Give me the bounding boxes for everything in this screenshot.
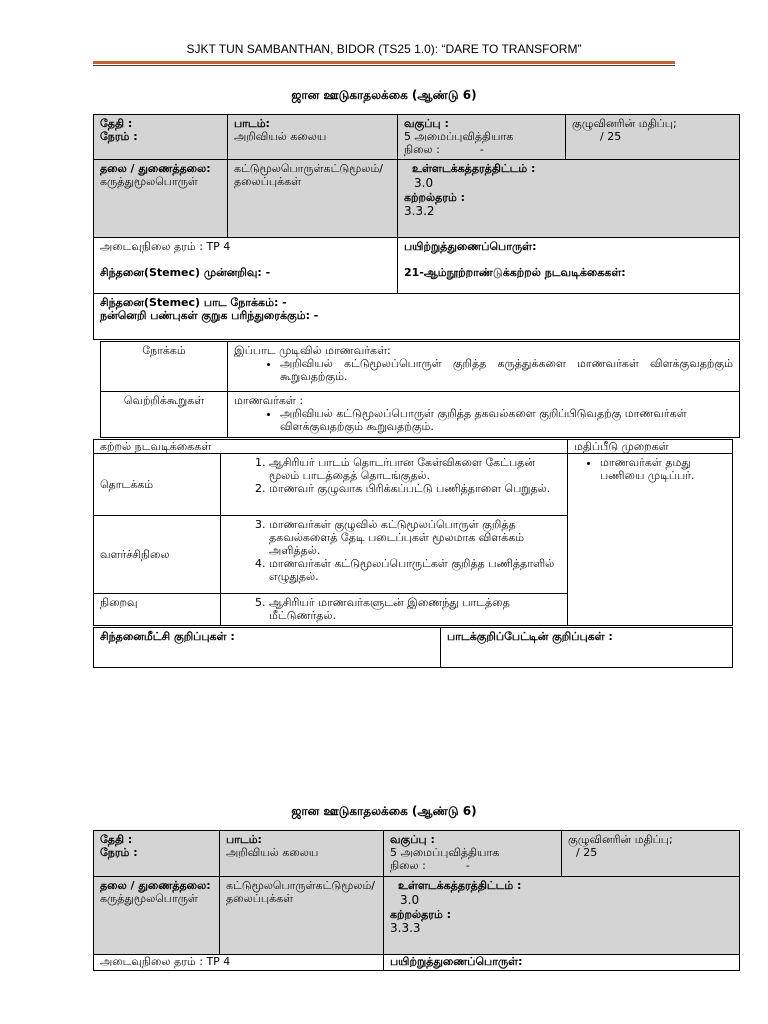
form1-topic-cell <box>94 160 228 238</box>
form1-objective-label: நோக்கம் <box>142 344 186 357</box>
form1-assessment-cell <box>568 454 733 626</box>
form1-performance-level: அடைவுநிலை தரம் : TP 4 <box>100 240 231 253</box>
form1-success-label: வெற்றிக்கூறுகள் <box>123 394 205 407</box>
header-rule-bottom <box>93 65 675 66</box>
form1-stage-start-steps <box>221 454 568 516</box>
form1-stage-dev: வளர்ச்சிநிலை <box>100 548 170 561</box>
form1-success-content-cell <box>228 392 740 438</box>
form1-step-4: 4. மாணவர்கள் கட்டுமூலப்பொருட்கள் குறித்த பணித்தாளில் எழுதுதல். <box>255 557 555 583</box>
form1-stage-start: தொடக்கம் <box>100 478 154 491</box>
form1-class-cell <box>398 115 566 160</box>
form2-topic-label: தலை / துணைத்தலை: <box>100 879 211 892</box>
form1-unit-line2: தலைப்புக்கள் <box>234 175 302 188</box>
form1-subject-cell <box>228 115 398 160</box>
form2-info-table <box>93 830 740 971</box>
form1-score-cell <box>566 115 740 160</box>
form1-remarks-label: பாடக்குறிப்பேட்டின் குறிப்புகள் : <box>447 630 613 643</box>
form2-unit-cell <box>220 877 384 955</box>
form1-topic-value: கருத்துமூலபொருள் <box>100 175 198 188</box>
form1-stage-end-steps <box>221 594 568 626</box>
form1-21st-century-label: 21-ஆம்நூற்றாண்டுக்கற்றல் நடவடிக்கைகள்: <box>404 266 626 279</box>
form1-subject-label: பாடம்: <box>234 117 270 130</box>
form2-score-label: குழுவினரின் மதிப்பு; <box>568 833 673 846</box>
form2-content-standard-value: 3.0 <box>400 893 420 907</box>
form2-resources-cell <box>384 955 740 971</box>
form2-subject-cell <box>220 831 384 877</box>
form1-score-label: குழுவினரின் மதிப்பு; <box>572 117 677 130</box>
page-header: SJKT TUN SAMBANTHAN, BIDOR (TS25 1.0): “DARE TO TRANSFORM” <box>186 42 582 56</box>
form1-score-value: / 25 <box>600 130 622 143</box>
form1-date-label: தேதி : <box>100 117 133 130</box>
form2-level-label: நிலை : <box>390 859 426 872</box>
form1-stage-dev-steps <box>221 516 568 594</box>
form1-unit-cell <box>228 160 398 238</box>
form1-stemec-objective: சிந்தனை(Stemec) பாட நோக்கம்: - <box>100 296 287 309</box>
form1-level-value: - <box>479 143 484 156</box>
form1-stage-end: நிறைவு <box>100 596 138 609</box>
form2-topic-value: கருத்துமூலபொருள் <box>100 892 198 905</box>
form2-unit-line2: தலைப்புக்கள் <box>226 892 294 905</box>
form1-stage-start-cell <box>94 454 221 516</box>
form1-success-heading: மாணவர்கள் : <box>234 394 304 407</box>
form1-step-5: 5. ஆசிரியர் மாணவர்களுடன் இணைந்து பாடத்தை மீட்டுணர்தல். <box>255 596 510 622</box>
form1-assessment-heading-cell <box>568 440 733 454</box>
form1-stemec-prior: சிந்தனை(Stemec) முன்னறிவு: - <box>100 266 271 279</box>
form2-score-cell <box>562 831 740 877</box>
form2-learning-standard-label: கற்றல்தரம் : <box>390 908 452 921</box>
form2-date-label: தேதி : <box>100 833 133 846</box>
form2-level-value: - <box>465 859 470 872</box>
form2-title: ஜான ஊடுகாதலக்கை (ஆண்டு 6) <box>291 804 477 818</box>
form1-step-3: 3. மாணவர்கள் குழுவில் கட்டுமூலப்பொருள் குறித்த தகவல்களைத் தேடி படைப்புகள் மூலமாக விளக்கம் அளித்தல். <box>255 518 525 557</box>
form1-title: ஜான ஊடுகாதலக்கை (ஆண்டு 6) <box>291 88 477 102</box>
form2-performance-level: அடைவுநிலை தரம் : TP 4 <box>100 955 231 968</box>
form2-resources-label: பயிற்றுத்துணைப்பொருள்: <box>390 955 523 968</box>
form2-time-label: நேரம் : <box>100 846 138 859</box>
form2-subject-label: பாடம்: <box>226 833 262 846</box>
form2-class-value: 5 அமைப்புவித்தியாக <box>390 846 500 859</box>
form1-objective-heading: இப்பாட முடிவில் மாணவர்கள்: <box>234 344 391 357</box>
form1-learning-standard-label: கற்றல்தரம் : <box>404 191 466 204</box>
form1-step-2: 2. மாணவர் குழுவாக பிரிக்கப்பட்டு பணித்தாளை பெறுதல். <box>255 482 551 495</box>
form2-standard-cell <box>384 877 740 955</box>
form2-score-value: / 25 <box>576 846 598 859</box>
form1-performance-cell <box>94 238 398 294</box>
form1-assessment-item: • மாணவர்கள் தமது பணியை முடிப்பர். <box>600 456 726 482</box>
form1-unit-line1: கட்டுமூலபொருள்கட்டுமூலம்/ <box>234 162 384 175</box>
form1-success-label-cell <box>101 392 228 438</box>
form1-objective-table <box>100 341 740 438</box>
form1-success-item: • அறிவியல் கட்டுமூலப்பொருள் குறித்த தகவல்களை குறிப்பிடுவதற்கு மாணவர்கள் விளக்குவதற்கும் கூறுவதற்கும். <box>280 407 733 433</box>
form1-topic-label: தலை / துணைத்தலை: <box>100 162 211 175</box>
form2-subject-value: அறிவியல் கலைய <box>226 846 319 859</box>
form1-notes-table <box>93 627 733 668</box>
form1-standard-cell <box>398 160 740 238</box>
form1-objective-content-cell <box>228 342 740 392</box>
form1-time-label: நேரம் : <box>100 130 138 143</box>
header-rule-top <box>93 61 675 64</box>
form1-activities-table <box>93 439 733 626</box>
form1-reflection-cell <box>94 628 441 668</box>
form2-class-cell <box>384 831 562 877</box>
form1-resources-label: பயிற்றுத்துணைப்பொருள்: <box>404 240 537 253</box>
form1-reflection-label: சிந்தனைமீட்சி குறிப்புகள் : <box>100 630 235 643</box>
form1-assessment-heading: மதிப்பீடு முறைகள் <box>574 440 669 453</box>
form2-topic-cell <box>94 877 220 955</box>
form1-stemec-values-cell <box>94 294 740 340</box>
form1-content-standard-value: 3.0 <box>414 176 434 190</box>
form1-level-label: நிலை : <box>404 143 440 156</box>
form1-activities-heading-cell <box>94 440 568 454</box>
form1-objective-item: • அறிவியல் கட்டுமூலப்பொருள் குறித்த கருத்துக்களை மாணவர்கள் விளக்குவதற்கும் கூறுவதற்கும். <box>280 357 733 383</box>
form2-performance-cell <box>94 955 384 971</box>
form1-objective-label-cell <box>101 342 228 392</box>
form1-moral-values: நன்னெறி பண்புகள் குறுக பரிந்துரைக்கும்: - <box>100 309 319 322</box>
form1-info-table <box>93 114 740 340</box>
form1-activities-heading: கற்றல் நடவடிக்கைகள் <box>100 440 212 453</box>
form1-step-1: 1. ஆசிரியர் பாடம் தொடர்பான கேள்விகளை கேட்பதன் மூலம் பாடத்தைத் தொடங்குதல். <box>255 456 535 482</box>
form1-stage-end-cell <box>94 594 221 626</box>
form1-stage-dev-cell <box>94 516 221 594</box>
form2-class-label: வகுப்பு : <box>390 833 435 846</box>
form1-learning-standard-value: 3.3.2 <box>404 204 435 218</box>
form1-remarks-cell <box>441 628 733 668</box>
form1-class-value: 5 அமைப்புவித்தியாக <box>404 130 514 143</box>
form1-date-time-cell <box>94 115 228 160</box>
form2-learning-standard-value: 3.3.3 <box>390 921 421 935</box>
form1-subject-value: அறிவியல் கலைய <box>234 130 327 143</box>
form2-content-standard-label: உள்ளடக்கத்தரத்திட்டம் : <box>398 879 522 892</box>
form1-content-standard-label: உள்ளடக்கத்தரத்திட்டம் : <box>412 162 536 175</box>
form2-date-time-cell <box>94 831 220 877</box>
form1-class-label: வகுப்பு : <box>404 117 449 130</box>
form2-unit-line1: கட்டுமூலபொருள்கட்டுமூலம்/ <box>226 879 376 892</box>
form1-resources-cell <box>398 238 740 294</box>
